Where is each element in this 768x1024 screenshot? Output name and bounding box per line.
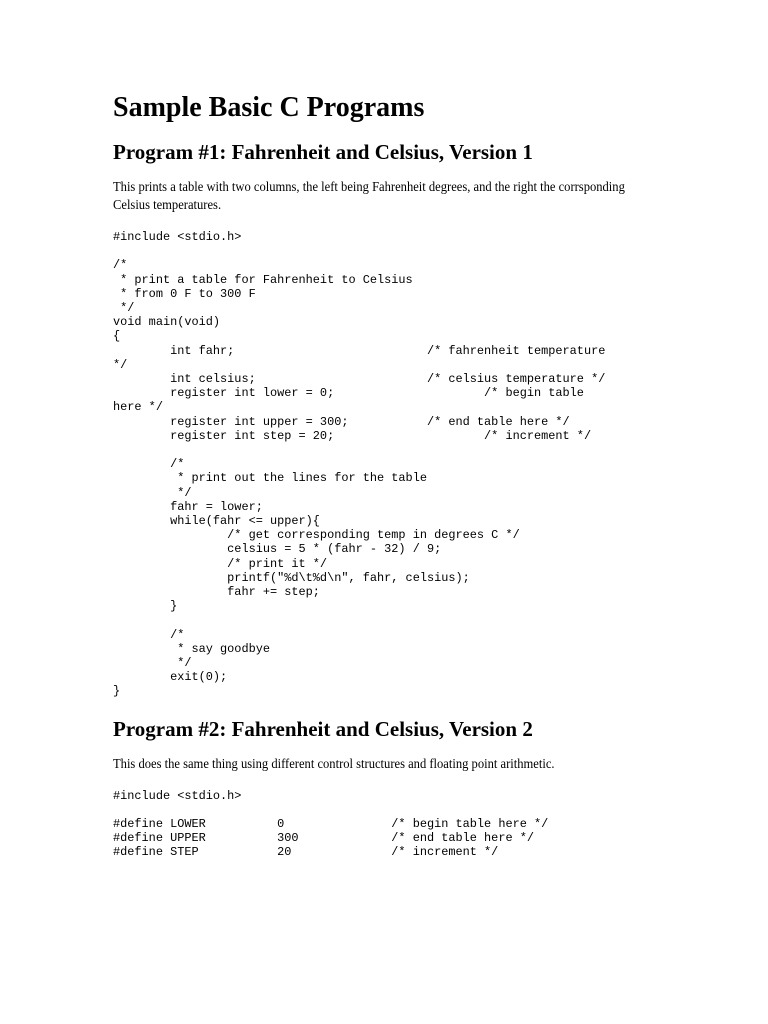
code-line: * print a table for Fahrenheit to Celsius xyxy=(113,272,413,287)
code-line xyxy=(113,803,673,817)
program-1-heading: Program #1: Fahrenheit and Celsius, Version 1 xyxy=(113,140,533,164)
code-line: */ xyxy=(113,301,135,315)
code-line: #define UPPER 300 /* end table here */ xyxy=(113,831,534,846)
code-line: /* xyxy=(113,627,185,642)
code-line: printf("%d\t%d\n", fahr, celsius); xyxy=(113,570,470,585)
program-2-heading: Program #2: Fahrenheit and Celsius, Version 2 xyxy=(113,716,533,741)
code-line: */ xyxy=(113,485,192,500)
code-line: * print out the lines for the table xyxy=(113,471,427,486)
code-line xyxy=(113,244,673,258)
program-2-description: This does the same thing using different control structures and floating point arithmetic. xyxy=(113,755,555,771)
code-line: here */ xyxy=(113,400,163,415)
code-line: fahr = lower; xyxy=(113,499,263,514)
code-line: register int upper = 300; /* end table here */ xyxy=(113,414,570,429)
code-line: #define LOWER 0 /* begin table here */ xyxy=(113,817,549,832)
code-line: /* print it */ xyxy=(113,556,328,571)
code-line: } xyxy=(113,599,178,614)
code-line: register int step = 20; /* increment */ xyxy=(113,428,592,443)
code-line: #define STEP 20 /* increment */ xyxy=(113,845,499,860)
code-line: { xyxy=(113,329,121,344)
program-1-section xyxy=(113,138,673,699)
code-line xyxy=(113,443,673,457)
code-line: exit(0); xyxy=(113,670,228,685)
code-line: fahr += step; xyxy=(113,585,320,600)
code-line: #include <stdio.h> xyxy=(113,230,242,244)
code-line: while(fahr <= upper){ xyxy=(113,514,320,529)
code-line: register int lower = 0; /* begin table xyxy=(113,386,584,401)
code-line: */ xyxy=(113,357,128,372)
code-line: int celsius; /* celsius temperature */ xyxy=(113,372,606,387)
code-line: /* xyxy=(113,457,185,472)
code-line: * from 0 F to 300 F xyxy=(113,286,256,301)
program-1-code-block xyxy=(113,230,673,699)
program-1-description: This prints a table with two columns, the left being Fahrenheit degrees, and the right the corrsponding Celsius temperatures. xyxy=(113,179,625,212)
program-2-code-block xyxy=(113,789,673,860)
document-page xyxy=(113,88,673,876)
code-line: /* xyxy=(113,258,128,273)
code-line: * say goodbye xyxy=(113,641,270,656)
code-line: void main(void) xyxy=(113,315,221,330)
page-title: Sample Basic C Programs xyxy=(113,92,425,123)
code-line: celsius = 5 * (fahr - 32) / 9; xyxy=(113,542,442,557)
code-line: } xyxy=(113,684,121,699)
code-line: /* get corresponding temp in degrees C */ xyxy=(113,528,520,543)
program-2-section xyxy=(113,715,673,860)
code-line xyxy=(113,613,673,627)
code-line: int fahr; /* fahrenheit temperature xyxy=(113,343,606,358)
code-line: #include <stdio.h> xyxy=(113,788,242,803)
code-line: */ xyxy=(113,656,192,671)
